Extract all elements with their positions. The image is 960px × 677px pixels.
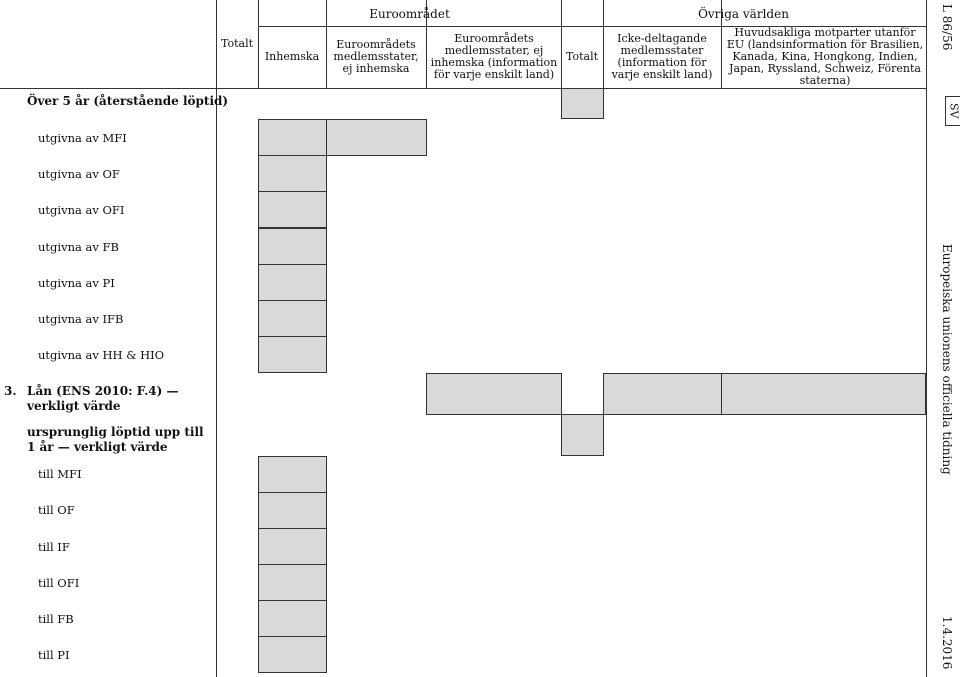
journal-title: Europeiska unionens officiella tidning [940, 244, 954, 475]
col-header-total: Totalt [220, 37, 254, 50]
row-issued-fb: utgivna av FB [38, 240, 119, 254]
shaded-cell [258, 636, 327, 673]
row-to-ofi: till OFI [38, 576, 80, 590]
col-header-domestic: Inhemska [264, 50, 320, 63]
col-header-euro-member: Euroområdets medlemsstater, ej inhemska [333, 38, 419, 75]
row-issued-pi: utgivna av PI [38, 276, 115, 290]
col-header-total-2: Totalt [565, 50, 599, 63]
shaded-cell [258, 492, 327, 529]
language-badge: SV [945, 96, 960, 126]
shaded-cell [426, 373, 562, 415]
shaded-cell [561, 88, 604, 119]
row-original-maturity-1y: ursprunglig löptid upp till 1 år — verkligt värde [27, 425, 204, 454]
shaded-cell [258, 456, 327, 493]
section-number: 3. [4, 384, 17, 398]
header-bottom [0, 88, 926, 89]
row-to-pi: till PI [38, 648, 70, 662]
shaded-cell [258, 600, 327, 637]
shaded-cell [721, 373, 926, 415]
row-issued-of: utgivna av OF [38, 167, 120, 181]
shaded-cell [258, 336, 327, 373]
rest-of-world-header: Övriga världen [698, 7, 789, 21]
col-header-main-counterparts: Huvudsakliga motparter utanför EU (landsinformation för Brasilien, Kanada, Kina, Hongkong, Indien, Japan, Ryssland, Schweiz, Förenta staterna) [726, 26, 924, 87]
row-to-of: till OF [38, 503, 75, 517]
page-reference: L 86/56 [940, 4, 954, 51]
col-sep [926, 0, 927, 677]
row-to-mfi: till MFI [38, 467, 82, 481]
col-header-non-participating: Icke-deltagande medlemsstater (information för varje enskilt land) [611, 32, 713, 81]
shaded-cell [258, 119, 327, 156]
shaded-cell [258, 155, 327, 192]
shaded-cell [258, 564, 327, 601]
shaded-cell [258, 264, 327, 301]
shaded-cell [258, 191, 327, 228]
row-to-fb: till FB [38, 612, 74, 626]
shaded-cell [603, 373, 722, 415]
shaded-cell [561, 414, 604, 456]
row-issued-mfi: utgivna av MFI [38, 131, 127, 145]
row-issued-ofi: utgivna av OFI [38, 203, 125, 217]
row-to-if: till IF [38, 540, 70, 554]
col-header-euro-member-info: Euroområdets medlemsstater, ej inhemska (information för varje enskilt land) [430, 32, 558, 81]
shaded-cell [258, 528, 327, 565]
row-issued-hh: utgivna av HH & HIO [38, 348, 165, 362]
row-issued-ifb: utgivna av IFB [38, 312, 124, 326]
shaded-cell [258, 228, 327, 265]
row-over-5-years: Över 5 år (återstående löptid) [27, 94, 229, 108]
publication-date: 1.4.2016 [940, 616, 954, 670]
section-loans: Lån (ENS 2010: F.4) — verkligt värde [27, 384, 179, 413]
shaded-cell [326, 119, 427, 156]
shaded-cell [258, 300, 327, 337]
euro-area-header: Euroområdet [369, 7, 450, 21]
